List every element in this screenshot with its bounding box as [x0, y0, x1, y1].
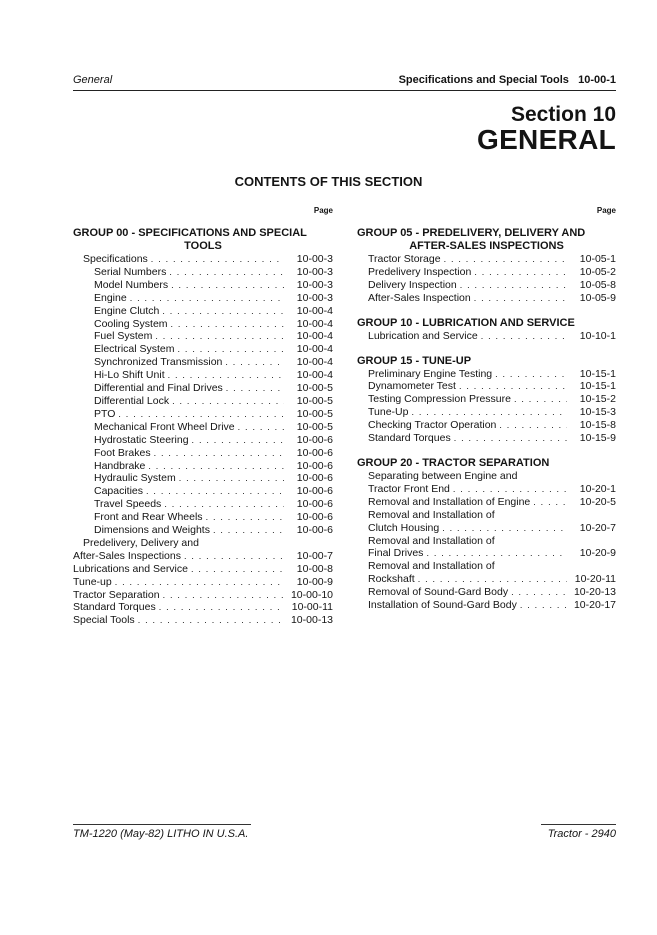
toc-entry-page: 10-10-1: [579, 329, 616, 342]
dot-leader: [164, 498, 284, 511]
toc-entry: [73, 382, 333, 395]
toc-entry-page: 10-00-7: [296, 549, 333, 562]
toc-entry-page: 10-20-13: [573, 586, 616, 599]
toc-entry-title: Removal of Sound-Gard Body: [368, 586, 509, 599]
toc-entry: [357, 368, 616, 381]
group-title-line: GROUP 00 - SPECIFICATIONS AND SPECIAL: [73, 227, 307, 239]
toc-entry-title: Tractor Storage: [368, 253, 441, 265]
toc-entry: [73, 266, 333, 279]
toc-entry-page: 10-00-10: [290, 588, 333, 601]
toc-entry-page: 10-05-2: [579, 265, 616, 278]
dot-leader: [442, 522, 567, 535]
toc-entry-title: Front and Rear Wheels: [94, 511, 203, 524]
toc-entry: [73, 292, 333, 305]
group-title-line: TOOLS: [184, 240, 222, 252]
dot-leader: [191, 563, 284, 576]
toc-entry: [73, 356, 333, 369]
toc-entry: [73, 472, 333, 485]
toc-entry: [357, 266, 616, 279]
footer-rule-right: [541, 824, 616, 825]
toc-entry-page: 10-00-3: [296, 265, 333, 278]
toc-entry: [73, 485, 333, 498]
toc-entry: [73, 343, 333, 356]
toc-entry-title: Specifications: [83, 253, 148, 265]
toc-entry-page: 10-05-8: [579, 278, 616, 291]
footer-left: TM-1220 (May-82) LITHO IN U.S.A.: [73, 828, 249, 840]
toc-entry-title: Delivery Inspection: [368, 278, 457, 291]
dot-leader: [172, 395, 284, 408]
toc-entry-title: Special Tools: [73, 614, 135, 627]
toc-entry: [73, 589, 333, 602]
dot-leader: [498, 560, 567, 573]
toc-left-column: [73, 206, 333, 627]
toc-entry-page: 10-15-1: [579, 367, 616, 380]
group-title-line: AFTER-SALES INSPECTIONS: [409, 240, 564, 252]
toc-entry-page: 10-15-2: [579, 393, 616, 406]
toc-entry-page: 10-00-5: [296, 407, 333, 420]
dot-leader: [226, 382, 284, 395]
footer-rule-left: [73, 824, 251, 825]
toc-entry-page: 10-20-17: [573, 599, 616, 612]
toc-entry-title: Cooling System: [94, 317, 168, 330]
dot-leader: [146, 485, 284, 498]
dot-leader: [163, 589, 284, 602]
toc-entry-title: Predelivery Inspection: [368, 265, 472, 278]
group-title: [357, 317, 616, 330]
toc-entry-title: Mechanical Front Wheel Drive: [94, 420, 235, 433]
dot-leader: [171, 279, 284, 292]
dot-leader: [178, 343, 284, 356]
toc-entry-page: 10-15-8: [579, 419, 616, 432]
toc-entry-title: Tune-up: [73, 575, 112, 588]
toc-entry-title: Removal and Installation of: [368, 508, 495, 521]
toc-entry-page: 10-00-6: [296, 511, 333, 524]
group-title: [73, 227, 333, 253]
toc-entry-page: 10-00-6: [296, 446, 333, 459]
dot-leader: [514, 393, 567, 406]
toc-entry: [73, 408, 333, 421]
toc-entry-page: 10-20-7: [579, 521, 616, 534]
toc-entry-title: Separating between Engine and: [368, 469, 518, 482]
toc-entry-page: 10-15-9: [579, 432, 616, 445]
dot-leader: [498, 509, 567, 522]
toc-entry-title: Standard Torques: [368, 432, 451, 445]
toc-entry: [357, 535, 616, 548]
toc-entry: [357, 509, 616, 522]
toc-entry-title: Preliminary Engine Testing: [368, 367, 493, 380]
toc-entry: [357, 560, 616, 573]
toc-entry-page: [287, 537, 333, 550]
toc-entry-page: 10-00-5: [296, 420, 333, 433]
dot-leader: [168, 369, 284, 382]
toc-entry-page: 10-00-4: [296, 317, 333, 330]
toc-entry-title: After-Sales Inspections: [73, 549, 181, 562]
toc-entry-page: [570, 535, 616, 548]
dot-leader: [520, 470, 567, 483]
toc-entry-page: 10-00-13: [290, 614, 333, 627]
section-number: Section 10: [510, 103, 616, 126]
toc-entry-title: Dimensions and Weights: [94, 524, 210, 537]
toc-entry: [357, 330, 616, 343]
dot-leader: [179, 472, 284, 485]
toc-entry: [357, 380, 616, 393]
toc-entry-title: Rockshaft: [368, 573, 415, 586]
toc-entry-title: Fuel System: [94, 330, 153, 343]
footer-right: Tractor - 2940: [547, 828, 616, 840]
toc-entry-page: 10-05-1: [579, 253, 616, 265]
dot-leader: [533, 496, 567, 509]
toc-entry-title: Removal and Installation of: [368, 534, 495, 547]
dot-leader: [499, 419, 567, 432]
toc-entry: [73, 511, 333, 524]
toc-entry-title: PTO: [94, 407, 116, 420]
toc-entry-page: 10-20-1: [579, 482, 616, 495]
group-title: [357, 457, 616, 470]
toc-entry: [73, 318, 333, 331]
toc-entry: [357, 586, 616, 599]
dot-leader: [169, 266, 284, 279]
toc-entry-title: Tractor Separation: [73, 588, 160, 601]
toc-entry-page: 10-00-11: [291, 601, 333, 614]
toc-entry-title: Tune-Up: [368, 406, 409, 419]
dot-leader: [138, 614, 284, 627]
dot-leader: [162, 305, 284, 318]
toc-entry-title: Differential Lock: [94, 394, 170, 407]
dot-leader: [418, 573, 567, 586]
contents-title: CONTENTS OF THIS SECTION: [234, 174, 423, 189]
toc-entry-title: Synchronized Transmission: [94, 356, 223, 369]
group-title-line: GROUP 10 - LUBRICATION AND SERVICE: [357, 316, 575, 329]
toc-entry: [73, 330, 333, 343]
toc-entry: [73, 279, 333, 292]
toc-entry-page: 10-00-6: [296, 472, 333, 485]
dot-leader: [213, 524, 284, 537]
dot-leader: [192, 434, 284, 447]
section-title: GENERAL: [477, 124, 616, 155]
toc-entry-title: Tractor Front End: [368, 482, 450, 495]
toc-entry: [357, 292, 616, 305]
dot-leader: [225, 356, 284, 369]
page-header-left: General: [73, 74, 113, 86]
toc-entry-page: 10-00-5: [296, 382, 333, 395]
toc-entry-page: 10-00-8: [296, 562, 333, 575]
dot-leader: [184, 550, 284, 563]
page-column-label: Page: [313, 206, 333, 215]
page-column-label: Page: [596, 206, 616, 215]
toc-entry-page: 10-00-4: [296, 356, 333, 369]
group-title-line: GROUP 05 - PREDELIVERY, DELIVERY AND: [357, 227, 586, 239]
dot-leader: [202, 537, 284, 550]
dot-leader: [148, 460, 284, 473]
toc-entry: [357, 496, 616, 509]
toc-entry-page: 10-00-4: [296, 369, 333, 382]
toc-entry: [73, 498, 333, 511]
toc-entry-page: 10-00-6: [296, 433, 333, 446]
dot-leader: [426, 547, 567, 560]
toc-entry-page: 10-00-6: [296, 524, 333, 537]
dot-leader: [159, 601, 284, 614]
dot-leader: [474, 292, 567, 305]
toc-entry: [357, 470, 616, 483]
toc-entry-page: 10-20-9: [579, 547, 616, 560]
dot-leader: [411, 406, 567, 419]
toc-entry: [73, 460, 333, 473]
dot-leader: [151, 253, 284, 266]
toc-entry-title: Electrical System: [94, 343, 175, 356]
toc-entry: [73, 305, 333, 318]
toc-entry-title: Lubrication and Service: [368, 329, 478, 342]
toc-entry-title: Predelivery, Delivery and: [83, 536, 199, 549]
toc-entry-page: 10-05-9: [579, 291, 616, 304]
toc-entry: [73, 395, 333, 408]
dot-leader: [453, 483, 567, 496]
dot-leader: [154, 447, 284, 460]
toc-entry-title: Lubrications and Service: [73, 562, 188, 575]
dot-leader: [459, 380, 567, 393]
toc-entry-title: Hydrostatic Steering: [94, 433, 189, 446]
toc-entry: [73, 563, 333, 576]
toc-entry-page: 10-00-4: [296, 343, 333, 356]
dot-leader: [474, 266, 567, 279]
toc-entry-title: Removal and Installation of: [368, 560, 495, 573]
toc-entry: [357, 432, 616, 445]
dot-leader: [481, 330, 567, 343]
dot-leader: [520, 599, 567, 612]
toc-entry-page: 10-20-11: [574, 573, 616, 586]
toc-entry: [357, 522, 616, 535]
dot-leader: [454, 432, 567, 445]
dot-leader: [511, 586, 567, 599]
toc-entry: [357, 253, 616, 266]
dot-leader: [460, 279, 567, 292]
toc-entry: [73, 576, 333, 589]
toc-entry-title: Removal and Installation of Engine: [368, 495, 531, 508]
toc-entry-title: Foot Brakes: [94, 446, 151, 459]
group-title: [357, 355, 616, 368]
dot-leader: [155, 330, 284, 343]
toc-entry-page: 10-00-6: [296, 498, 333, 511]
dot-leader: [115, 576, 284, 589]
toc-entry-page: 10-15-3: [579, 406, 616, 419]
dot-leader: [498, 535, 567, 548]
toc-entry-page: 10-00-3: [296, 253, 333, 265]
toc-entry-title: Engine Clutch: [94, 304, 160, 317]
toc-entry: [357, 393, 616, 406]
dot-leader: [171, 318, 284, 331]
dot-leader: [118, 408, 284, 421]
toc-entry-page: 10-15-1: [579, 380, 616, 393]
toc-entry-title: After-Sales Inspection: [368, 291, 471, 304]
toc-entry: [73, 434, 333, 447]
page-header-right: Specifications and Special Tools 10-00-1: [398, 74, 616, 86]
dot-leader: [495, 368, 567, 381]
toc-entry: [73, 369, 333, 382]
toc-entry-title: Clutch Housing: [368, 521, 440, 534]
toc-entry: [357, 547, 616, 560]
toc-entry: [73, 421, 333, 434]
toc-entry-title: Engine: [94, 291, 127, 304]
toc-entry-title: Standard Torques: [73, 601, 156, 614]
toc-entry: [73, 447, 333, 460]
toc-entry: [357, 406, 616, 419]
toc-entry-page: [570, 470, 616, 483]
toc-entry-title: Capacities: [94, 485, 144, 498]
toc-entry: [73, 550, 333, 563]
toc-entry: [357, 279, 616, 292]
toc-entry: [357, 419, 616, 432]
toc-entry-title: Testing Compression Pressure: [368, 393, 511, 406]
toc-entry-page: [570, 560, 616, 573]
toc-entry: [357, 483, 616, 496]
dot-leader: [206, 511, 284, 524]
toc-entry-title: Travel Speeds: [94, 498, 162, 511]
toc-entry-title: Serial Numbers: [94, 265, 167, 278]
group-title: [357, 227, 616, 253]
toc-entry: [73, 253, 333, 266]
group-title-line: GROUP 20 - TRACTOR SEPARATION: [357, 456, 550, 469]
toc-entry-title: Checking Tractor Operation: [368, 419, 497, 432]
toc-entry-title: Final Drives: [368, 547, 424, 560]
toc-entry: [73, 614, 333, 627]
toc-entry-page: [570, 509, 616, 522]
toc-entry-title: Model Numbers: [94, 278, 169, 291]
toc-entry-title: Hi-Lo Shift Unit: [94, 369, 165, 382]
header-rule: [73, 90, 616, 91]
toc-entry-page: 10-00-4: [296, 330, 333, 343]
toc-right-column: [357, 206, 616, 612]
group-title-line: GROUP 15 - TUNE-UP: [357, 354, 472, 367]
toc-entry: [357, 573, 616, 586]
toc-entry: [73, 537, 333, 550]
toc-entry-title: Installation of Sound-Gard Body: [368, 599, 517, 612]
toc-entry-page: 10-00-9: [296, 575, 333, 588]
toc-entry-page: 10-00-5: [296, 394, 333, 407]
toc-entry-title: Hydraulic System: [94, 472, 176, 485]
toc-entry-title: Differential and Final Drives: [94, 382, 223, 395]
dot-leader: [444, 253, 567, 266]
dot-leader: [238, 421, 284, 434]
toc-entry-title: Handbrake: [94, 459, 146, 472]
toc-entry-page: 10-20-5: [579, 495, 616, 508]
toc-entry-page: 10-00-4: [296, 304, 333, 317]
toc-entry-page: 10-00-6: [296, 459, 333, 472]
toc-entry-page: 10-00-3: [296, 291, 333, 304]
toc-entry: [357, 599, 616, 612]
toc-entry-title: Dynamometer Test: [368, 380, 456, 393]
toc-entry: [73, 524, 333, 537]
toc-entry-page: 10-00-6: [296, 485, 333, 498]
dot-leader: [130, 292, 284, 305]
toc-entry-page: 10-00-3: [296, 278, 333, 291]
toc-entry: [73, 601, 333, 614]
